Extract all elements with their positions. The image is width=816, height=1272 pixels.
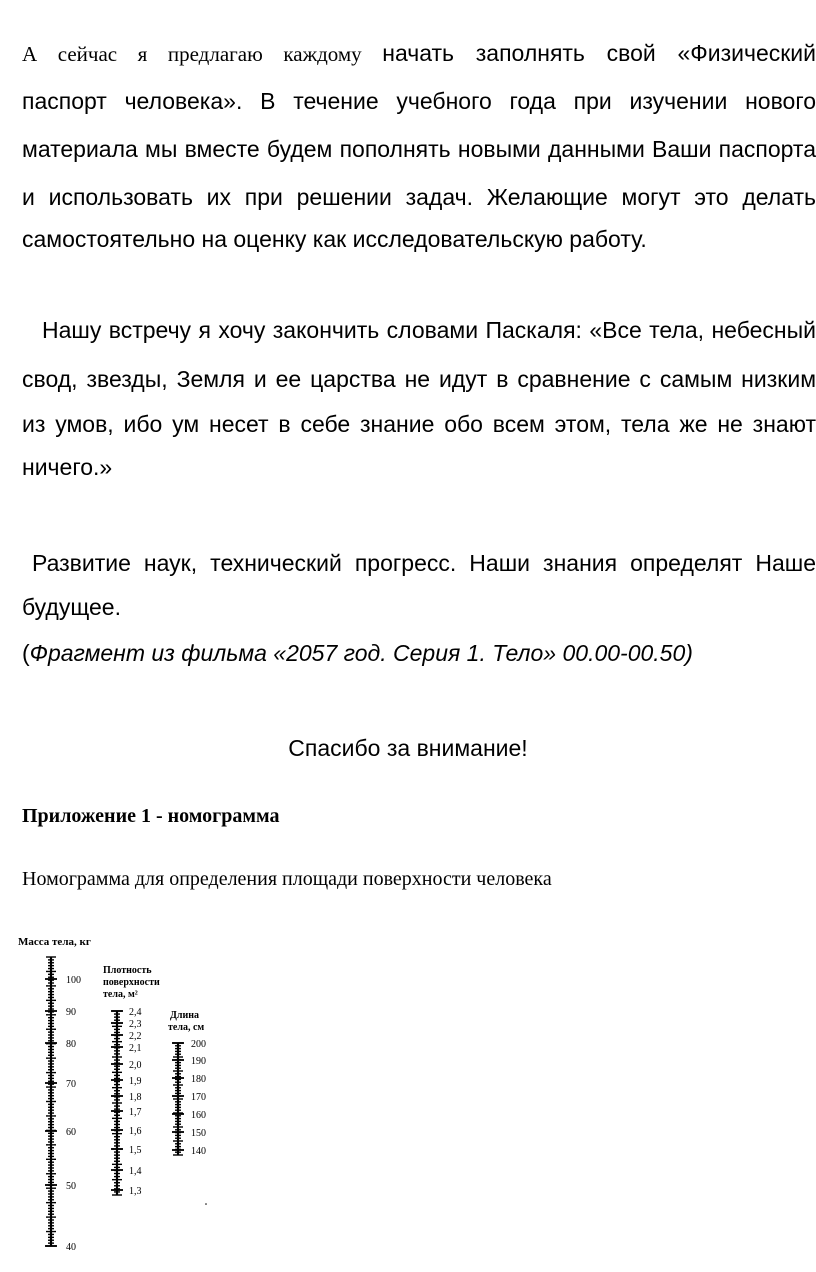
height-tick-label: 150 — [191, 1128, 206, 1139]
paragraph2-line1: Нашу встречу я хочу закончить словами Паскаля: «Все тела, небесный — [42, 317, 816, 343]
height-tick-label: 170 — [191, 1092, 206, 1103]
area-tick-label: 1,4 — [129, 1166, 142, 1177]
height-scale-title-1: Длина — [170, 1010, 200, 1021]
paragraph1-line5: самостоятельно на оценку как исследовательскую работу. — [22, 226, 647, 252]
area-tick-label: 1,7 — [129, 1107, 142, 1118]
paragraph1-line2: паспорт человека». В течение учебного года при изучении нового — [22, 88, 816, 114]
area-tick-label: 1,5 — [129, 1145, 142, 1156]
paragraph1-line1-sans: начать заполнять свой «Физический — [382, 40, 816, 66]
area-tick-label: 1,6 — [129, 1126, 142, 1137]
mass-tick-label: 70 — [66, 1079, 76, 1090]
mass-tick-label: 80 — [66, 1039, 76, 1050]
area-tick-label: 2,3 — [129, 1019, 142, 1030]
film-fragment-note — [22, 638, 816, 668]
area-tick-label: 2,1 — [129, 1043, 142, 1054]
area-tick-label: 2,2 — [129, 1031, 142, 1042]
paragraph1-line4: и использовать их при решении задач. Желающие могут это делать — [22, 184, 816, 210]
paragraph2-line3: из умов, ибо ум несет в себе знание обо всем этом, тела же не знают — [22, 411, 816, 437]
paragraph1-line3: материала мы вместе будем пополнять новыми данными Ваши паспорта — [22, 136, 816, 162]
mass-scale — [45, 957, 81, 1253]
area-tick-label: 1,9 — [129, 1076, 142, 1087]
mass-tick-label: 50 — [66, 1181, 76, 1192]
area-scale-title-3: тела, м² — [103, 989, 138, 1000]
paragraph3-line2: будущее. — [22, 594, 121, 620]
fragment-open-paren: ( — [22, 640, 30, 666]
mass-scale-title: Масса тела, кг — [18, 936, 91, 948]
paragraph2-line2: свод, звезды, Земля и ее царства не идут в сравнение с самым низким — [22, 366, 816, 392]
paragraph3-line1: Развитие наук, технический прогресс. Наши знания определят Наше — [32, 550, 816, 576]
appendix-title: Приложение 1 - номограмма — [22, 805, 280, 827]
fragment-text: Фрагмент из фильма «2057 год. Серия 1. Тело» 00.00-00.50) — [29, 640, 693, 666]
nomogram-figure — [0, 925, 240, 1272]
area-tick-label: 1,8 — [129, 1092, 142, 1103]
height-tick-label: 140 — [191, 1146, 206, 1157]
height-scale-title-2: тела, см — [168, 1022, 205, 1033]
appendix-caption: Номограмма для определения площади поверхности человека — [22, 868, 552, 890]
area-scale-title-1: Плотность — [103, 965, 152, 976]
area-tick-label: 2,0 — [129, 1060, 142, 1071]
height-tick-label: 160 — [191, 1110, 206, 1121]
paragraph2-line4: ничего.» — [22, 454, 113, 480]
paragraph1-line1-serif: А сейчас я предлагаю каждому — [22, 42, 383, 66]
mass-tick-label: 90 — [66, 1007, 76, 1018]
scan-dot — [205, 1203, 207, 1205]
paragraph1-line1 — [22, 38, 816, 69]
mass-tick-label: 60 — [66, 1127, 76, 1138]
thanks-text: Спасибо за внимание! — [288, 735, 528, 761]
height-tick-label: 200 — [191, 1039, 206, 1050]
surface-area-scale — [111, 1007, 142, 1197]
height-tick-label: 180 — [191, 1074, 206, 1085]
height-scale — [172, 1039, 206, 1157]
mass-tick-label: 40 — [66, 1242, 76, 1253]
area-scale-title-2: поверхности — [103, 977, 160, 988]
mass-tick-label: 100 — [66, 975, 81, 986]
height-tick-label: 190 — [191, 1056, 206, 1067]
area-tick-label: 2,4 — [129, 1007, 142, 1018]
area-tick-label: 1,3 — [129, 1186, 142, 1197]
